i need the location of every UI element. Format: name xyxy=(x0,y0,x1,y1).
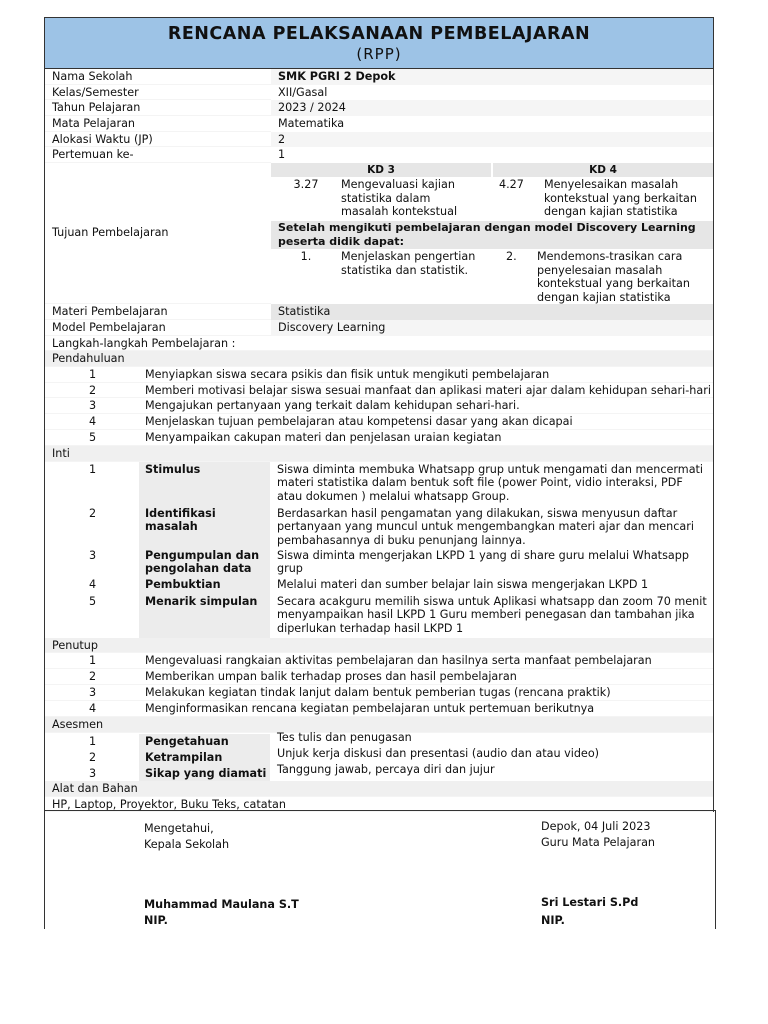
identity-value: 2023 / 2024 xyxy=(271,100,713,116)
step-number: 3 xyxy=(89,548,97,562)
asesmen-description: Unjuk kerja diskusi dan presentasi (audio dan atau video) xyxy=(277,746,600,760)
step-name: Identifikasi masalah xyxy=(139,506,270,548)
alat-row xyxy=(45,781,713,797)
kd3-header: KD 3 xyxy=(367,164,395,177)
asesmen-number: 3 xyxy=(89,766,97,780)
penutup-list xyxy=(45,653,713,717)
step-number: 1 xyxy=(89,462,97,476)
materi-row xyxy=(45,304,713,320)
identity-label: Kelas/Semester xyxy=(52,85,139,99)
kd4-header: KD 4 xyxy=(491,163,713,177)
inti-step xyxy=(45,548,713,577)
list-text: Melakukan kegiatan tindak lanjut dalam bentuk pemberian tugas (rencana praktik) xyxy=(145,686,611,700)
step-number: 4 xyxy=(89,577,97,591)
step-description: Secara acakguru memilih siswa untuk Aplikasi whatsapp dan zoom 70 menit menyampaikan hasil LKPD 1 Guru memberi penegasan dan tambahan jika diperlukan terhadap hasil LKPD 1 xyxy=(277,594,707,635)
langkah-row xyxy=(45,336,713,352)
identity-label: Mata Pelajaran xyxy=(52,117,136,131)
pendahuluan-row xyxy=(45,351,713,367)
goal1-number: 1. xyxy=(300,250,312,264)
asesmen-name: Ketrampilan xyxy=(139,750,270,766)
inti-step xyxy=(45,577,713,594)
goals-row xyxy=(271,249,713,304)
goal1-text: Menjelaskan pengertian statistika dan statistik. xyxy=(341,250,476,277)
list-item xyxy=(45,367,713,383)
penutup-label: Penutup xyxy=(52,638,98,652)
asesmen-name: Sikap yang diamati xyxy=(139,766,270,782)
pendahuluan-label: Pendahuluan xyxy=(52,352,125,366)
kd4-text: Menyelesaikan masalah kontekstual yang berkaitan dengan kajian statistika xyxy=(544,178,697,219)
step-description: Melalui materi dan sumber belajar lain siswa mengerjakan LKPD 1 xyxy=(277,577,649,591)
identity-value: XII/Gasal xyxy=(271,85,713,101)
inti-label: Inti xyxy=(52,446,70,460)
step-number: 2 xyxy=(89,506,97,520)
list-item xyxy=(45,430,713,446)
asesmen-list xyxy=(45,730,713,781)
list-number: 1 xyxy=(89,654,97,668)
step-description: Berdasarkan hasil pengamatan yang dilakukan, siswa menyusun daftar pertanyaan yang muncul untuk mengembangkan materi ajar dan mencari pembahasannya di buku penunjang lainnya. xyxy=(277,506,694,547)
step-description: Siswa diminta mengerjakan LKPD 1 yang di share guru melalui Whatsapp grup xyxy=(277,548,689,576)
kd4-number: 4.27 xyxy=(499,178,524,192)
identity-row xyxy=(45,100,713,116)
sign-left-line1: Mengetahui, xyxy=(144,822,214,835)
identity-label: Tahun Pelajaran xyxy=(52,101,141,115)
model-row xyxy=(45,320,713,336)
list-text: Menjelaskan tujuan pembelajaran atau kompetensi dasar yang akan dicapai xyxy=(145,415,573,429)
identity-label: Nama Sekolah xyxy=(52,70,133,83)
inti-step xyxy=(45,462,713,506)
step-name: Pengumpulan dan pengolahan data xyxy=(139,548,270,577)
asesmen-description: Tes tulis dan penugasan xyxy=(277,730,412,744)
rpp-document xyxy=(44,17,714,812)
sign-left-nip: NIP. xyxy=(144,914,168,927)
list-text: Mengevaluasi rangkaian aktivitas pembelajaran dan hasilnya serta manfaat pembelajaran xyxy=(145,654,652,668)
sign-right-name: Sri Lestari S.Pd xyxy=(541,896,639,909)
step-name: Pembuktian xyxy=(139,577,270,594)
list-number: 5 xyxy=(89,431,97,445)
step-description: Siswa diminta membuka Whatsapp grup untuk mengamati dan mencermati materi statistika dalam bentuk soft file (power Point, vidio interaksi, PDF atau dokumen ) melalui whatsapp Group. xyxy=(277,462,704,503)
inti-step xyxy=(45,594,713,638)
goal2-text: Mendemons-trasikan cara penyelesaian masalah kontekstual yang berkaitan dengan kajian statistika xyxy=(537,250,690,304)
identity-value: SMK PGRI 2 Depok xyxy=(271,69,713,85)
alat-value: HP, Laptop, Proyektor, Buku Teks, catatan xyxy=(52,797,286,811)
kd3-text: Mengevaluasi kajian statistika dalam masalah kontekstual xyxy=(341,178,458,219)
list-text: Memberikan umpan balik terhadap proses dan hasil pembelajaran xyxy=(145,670,517,684)
kd3-number: 3.27 xyxy=(293,178,319,192)
asesmen-label: Asesmen xyxy=(52,718,104,732)
list-number: 1 xyxy=(89,367,97,381)
document-subtitle: (RPP) xyxy=(356,45,402,63)
sign-right-line1: Depok, 04 Juli 2023 xyxy=(541,820,651,833)
identity-row xyxy=(45,147,713,163)
title-banner xyxy=(44,17,714,69)
asesmen-number: 2 xyxy=(89,750,97,764)
list-item xyxy=(45,669,713,685)
kd-row xyxy=(271,177,713,221)
model-label: Model Pembelajaran xyxy=(52,320,166,334)
list-item xyxy=(45,398,713,414)
kd-header-row xyxy=(271,163,713,177)
step-number: 5 xyxy=(89,594,97,608)
signature-block xyxy=(44,810,716,929)
goal2-number: 2. xyxy=(506,250,517,264)
list-number: 2 xyxy=(89,670,97,684)
rpp-body xyxy=(44,69,714,812)
tujuan-section xyxy=(45,163,713,304)
step-name: Menarik simpulan xyxy=(139,594,270,638)
tujuan-label: Tujuan Pembelajaran xyxy=(52,226,169,240)
list-text: Menyiapkan siswa secara psikis dan fisik untuk mengikuti pembelajaran xyxy=(145,367,550,381)
list-text: Menginformasikan rencana kegiatan pembelajaran untuk pertemuan berikutnya xyxy=(145,702,595,716)
list-number: 3 xyxy=(89,686,97,700)
identity-row xyxy=(45,69,713,85)
inti-step xyxy=(45,506,713,548)
inti-steps xyxy=(45,462,713,638)
list-number: 4 xyxy=(89,415,97,429)
asesmen-item xyxy=(45,762,713,781)
list-item xyxy=(45,685,713,701)
asesmen-description: Tanggung jawab, percaya diri dan jujur xyxy=(277,762,495,776)
identity-section xyxy=(45,69,713,163)
list-text: Mengajukan pertanyaan yang terkait dalam kehidupan sehari-hari. xyxy=(145,399,520,413)
list-number: 2 xyxy=(89,383,97,397)
identity-row xyxy=(45,85,713,101)
sign-right-line2: Guru Mata Pelajaran xyxy=(541,836,656,849)
model-value: Discovery Learning xyxy=(271,320,713,336)
asesmen-number: 1 xyxy=(89,734,97,748)
list-item xyxy=(45,653,713,669)
identity-value: Matematika xyxy=(271,116,713,132)
list-number: 3 xyxy=(89,399,97,413)
materi-value: Statistika xyxy=(271,304,713,320)
identity-label: Pertemuan ke- xyxy=(52,148,134,162)
identity-row xyxy=(45,132,713,148)
tujuan-content xyxy=(271,163,713,304)
sign-left-name: Muhammad Maulana S.T xyxy=(144,898,299,911)
document-title: RENCANA PELAKSANAAN PEMBELAJARAN xyxy=(167,24,591,44)
list-item xyxy=(45,414,713,430)
identity-row xyxy=(45,116,713,132)
list-item xyxy=(45,701,713,717)
asesmen-name: Pengetahuan xyxy=(139,734,270,750)
materi-label: Materi Pembelajaran xyxy=(52,305,168,319)
sign-right-nip: NIP. xyxy=(541,914,565,927)
list-number: 4 xyxy=(89,702,97,716)
inti-row xyxy=(45,446,713,462)
list-text: Menyampaikan cakupan materi dan penjelasan uraian kegiatan xyxy=(145,431,502,445)
identity-label: Alokasi Waktu (JP) xyxy=(52,132,153,146)
tujuan-intro: Setelah mengikuti pembelajaran dengan model Discovery Learning peserta didik dapat: xyxy=(271,221,713,249)
pendahuluan-list xyxy=(45,367,713,446)
langkah-label: Langkah-langkah Pembelajaran : xyxy=(52,336,236,350)
identity-value: 1 xyxy=(271,147,713,163)
alat-label: Alat dan Bahan xyxy=(52,781,138,795)
list-item xyxy=(45,383,713,399)
penutup-row xyxy=(45,638,713,654)
sign-left-line2: Kepala Sekolah xyxy=(144,838,230,851)
identity-value: 2 xyxy=(271,132,713,148)
step-name: Stimulus xyxy=(139,462,270,506)
list-text: Memberi motivasi belajar siswa sesuai manfaat dan aplikasi materi ajar dalam kehidupan sehari-hari xyxy=(145,383,711,397)
